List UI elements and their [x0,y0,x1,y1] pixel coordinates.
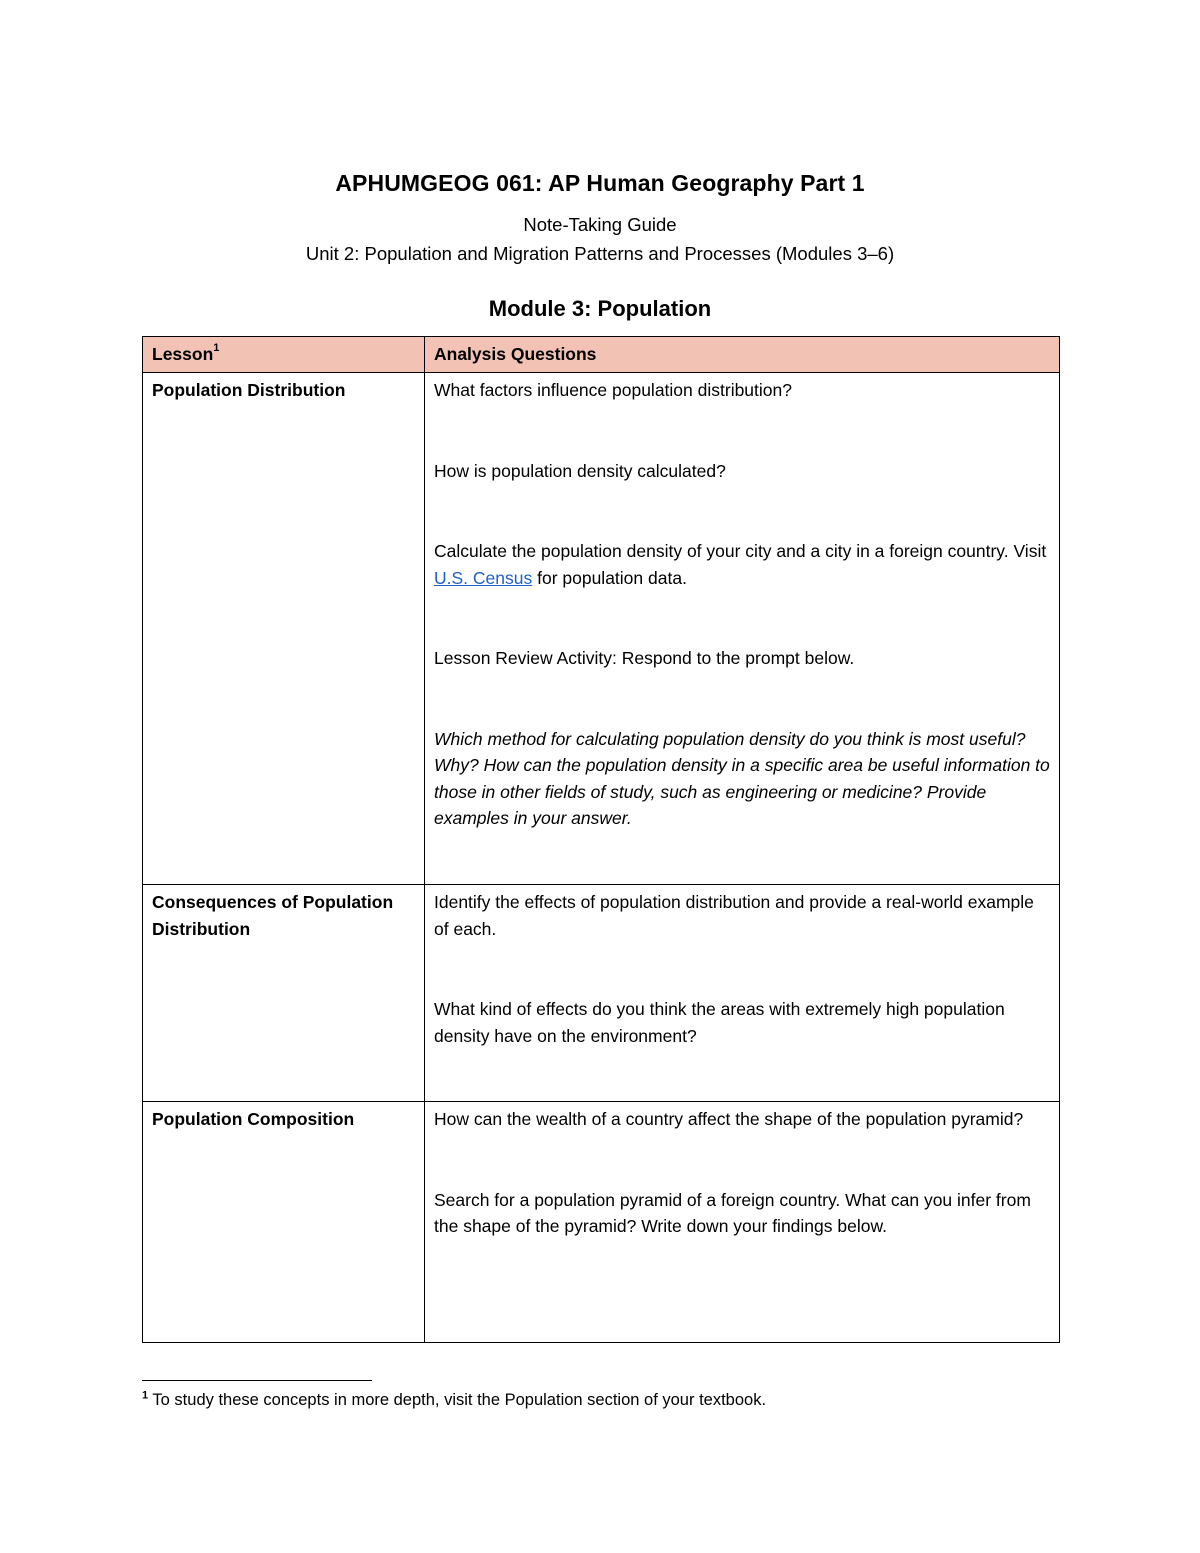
questions-cell [425,885,1060,1102]
footnote-divider [142,1380,372,1381]
us-census-link[interactable]: U.S. Census [434,567,533,588]
lesson-name: Population Composition [152,1109,355,1129]
lesson-name: Population Distribution [152,380,346,400]
question-text: Identify the effects of population distribution and provide a real-world example of each. [434,892,1034,939]
column-header-lesson [143,337,425,373]
lesson-review-label: Lesson Review Activity: Respond to the prompt below. [434,648,855,668]
lesson-cell [143,885,425,1102]
question-text-part: for population data. [532,567,687,588]
lesson-cell [143,373,425,885]
column-header-questions: Analysis Questions [425,337,1060,373]
table-row [143,885,1060,1102]
column-header-lesson-label: Lesson [152,344,214,364]
question-text: What kind of effects do you think the areas with extremely high population density have on the environment? [434,999,1005,1046]
table-row [143,1102,1060,1343]
footnote-text: To study these concepts in more depth, visit the Population section of your textbook. [152,1391,767,1409]
review-prompt: Which method for calculating population density do you think is most useful? Why? How can the population density in a specific area be useful information to those in other fields of study, such as engineering or medicine? Provide examples in your answer. [434,728,1050,828]
question-text: Search for a population pyramid of a foreign country. What can you infer from the shape of the pyramid? Write down your findings below. [434,1189,1031,1236]
lesson-cell [143,1102,425,1343]
footnote-mark: 1 [142,1389,149,1402]
questions-cell [425,373,1060,885]
questions-cell [425,1102,1060,1343]
lesson-name: Consequences of Population Distribution [152,892,394,939]
unit-title: Unit 2: Population and Migration Patterns and Processes (Modules 3–6) [305,243,895,264]
question-text: What factors influence population distribution? [434,380,792,400]
footnote [142,1388,1092,1412]
lesson-table [142,336,1060,1343]
question-text: How can the wealth of a country affect the shape of the population pyramid? [434,1109,1024,1129]
question-text: How is population density calculated? [434,460,726,481]
question-text-part: Calculate the population density of your city and a city in a foreign country. Visit [434,541,1047,561]
footnote-reference[interactable]: 1 [213,342,220,355]
guide-label: Note-Taking Guide [523,214,677,235]
table-row [143,373,1060,885]
course-title: APHUMGEOG 061: AP Human Geography Part 1 [335,170,865,196]
table-header-row [143,337,1060,373]
question-text [434,538,1050,591]
module-title: Module 3: Population [488,296,712,321]
